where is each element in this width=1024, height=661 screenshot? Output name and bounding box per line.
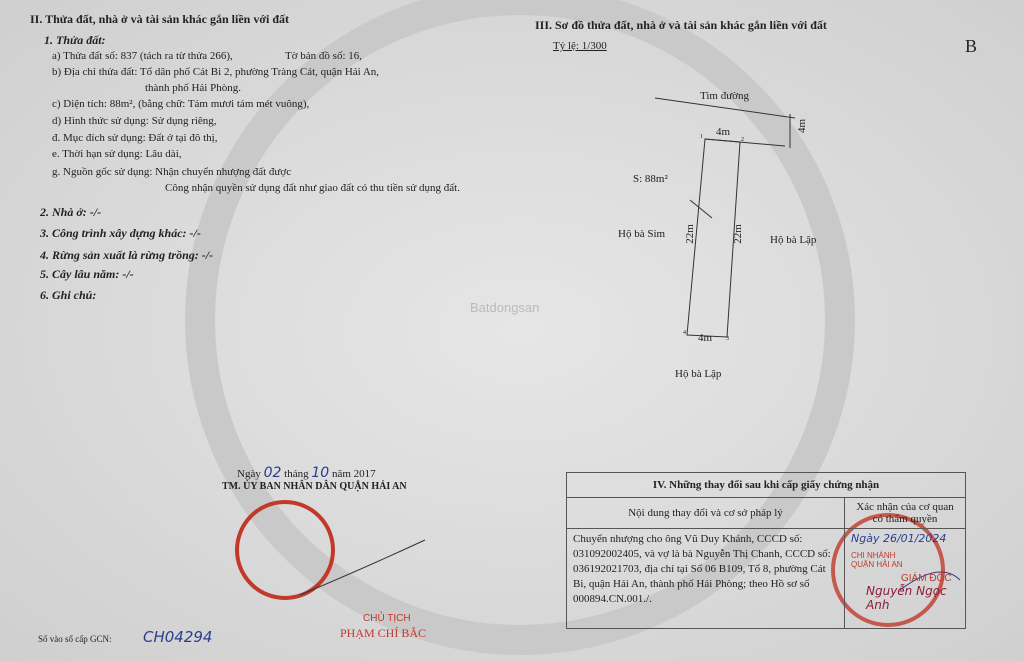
confirm-name: Nguyễn Ngọc Anh — [866, 584, 947, 612]
other-works: 3. Công trình xây dựng khác: -/- — [40, 226, 201, 240]
signer-name: PHẠM CHÍ BẮC — [340, 626, 427, 640]
left-dimension: 22m — [683, 224, 696, 244]
confirmation-cell — [845, 529, 966, 629]
confirm-role: GIÁM ĐỐC — [901, 573, 952, 584]
bottom-dimension: 4m — [698, 332, 713, 344]
confirm-date: Ngày 26/01/2024 — [851, 532, 947, 545]
area: c) Diện tích: 88m², (bằng chữ: Tám mươi tám mét vuông), — [52, 98, 310, 110]
west-neighbor: Hộ bà Sim — [618, 228, 666, 240]
use-origin: g. Nguồn gốc sử dụng: Nhận chuyển nhượng đất được — [52, 166, 292, 178]
address-city: thành phố Hải Phòng. — [145, 82, 241, 94]
use-purpose: đ. Mục đích sử dụng: Đất ở tại đô thị, — [52, 132, 218, 144]
month-label: tháng — [284, 468, 309, 480]
perennial-trees: 5. Cây lâu năm: -/- — [40, 267, 134, 281]
parcel-number: a) Thửa đất số: 837 (tách ra từ thửa 266), — [52, 50, 233, 62]
month: 10 — [311, 465, 330, 481]
stamp-text: CHI NHÁNH QUẬN HẢI AN — [851, 551, 903, 569]
reg-label: Số vào sổ cấp GCN: — [38, 634, 112, 644]
signer-role: CHỦ TỊCH — [363, 613, 411, 624]
south-neighbor: Hộ bà Lập — [675, 368, 722, 380]
point-3: 3 — [726, 336, 729, 342]
day: 02 — [263, 465, 282, 481]
area-leader — [690, 200, 712, 218]
use-origin-2: Công nhận quyền sử dụng đất như giao đất có thu tiền sử dụng đất. — [165, 182, 460, 194]
change-content: Chuyển nhượng cho ông Vũ Duy Khánh, CCCD số: 031092002405, và vợ là bà Nguyễn Thị Chanh, CCCD số: 036192021703, địa chỉ tại Số 06 B109, Tổ 8, phường Cát Bi, quận Hải An, thành phố Hải Phòng; theo Hồ sơ số 000894.CN.001./. — [567, 529, 845, 629]
scale: Tỷ lệ: 1/300 — [553, 40, 607, 52]
use-form: d) Hình thức sử dụng: Sử dụng riêng, — [52, 115, 217, 127]
point-2: 2 — [741, 137, 744, 143]
house: 2. Nhà ở: -/- — [40, 205, 102, 219]
parcel-area: S: 88m² — [633, 173, 668, 185]
road-label: Tim đường — [700, 90, 749, 102]
road-gap: 4m — [796, 118, 809, 134]
map-sheet: Tờ bản đồ số: 16, — [285, 50, 363, 62]
col-confirm-header: Xác nhận của cơ quan có thẩm quyền — [845, 498, 966, 529]
section2-title: II. Thửa đất, nhà ở và tài sản khác gắn liền với đất — [30, 12, 290, 26]
right-dimension: 22m — [731, 224, 744, 244]
sign-date — [237, 465, 376, 481]
reg-number: CH04294 — [143, 628, 213, 646]
land-heading: 1. Thửa đất: — [44, 33, 106, 47]
year: năm 2017 — [331, 468, 376, 480]
date-prefix: Ngày — [237, 468, 261, 480]
issuing-org: TM. ỦY BAN NHÂN DÂN QUẬN HẢI AN — [222, 481, 407, 492]
top-dimension: 4m — [716, 126, 731, 138]
point-1: 1 — [700, 134, 703, 140]
north-mark: B — [965, 36, 978, 56]
address: b) Địa chỉ thửa đất: Tổ dân phố Cát Bi 2, phường Tràng Cát, quận Hải An, — [52, 66, 380, 78]
use-term: e. Thời hạn sử dụng: Lâu dài, — [52, 148, 182, 160]
changes-table — [566, 472, 966, 629]
section4-title: IV. Những thay đổi sau khi cấp giấy chứng nhận — [567, 473, 966, 498]
col-content-header: Nội dung thay đổi và cơ sở pháp lý — [567, 498, 845, 529]
watermark-logo: Batdongsan — [470, 300, 540, 315]
point-4: 4 — [683, 330, 686, 336]
east-neighbor: Hộ bà Lập — [770, 234, 817, 246]
notes: 6. Ghi chú: — [40, 288, 97, 302]
section3-title: III. Sơ đồ thửa đất, nhà ở và tài sản khác gắn liền với đất — [535, 18, 827, 32]
forest: 4. Rừng sản xuất là rừng trồng: -/- — [40, 248, 214, 262]
